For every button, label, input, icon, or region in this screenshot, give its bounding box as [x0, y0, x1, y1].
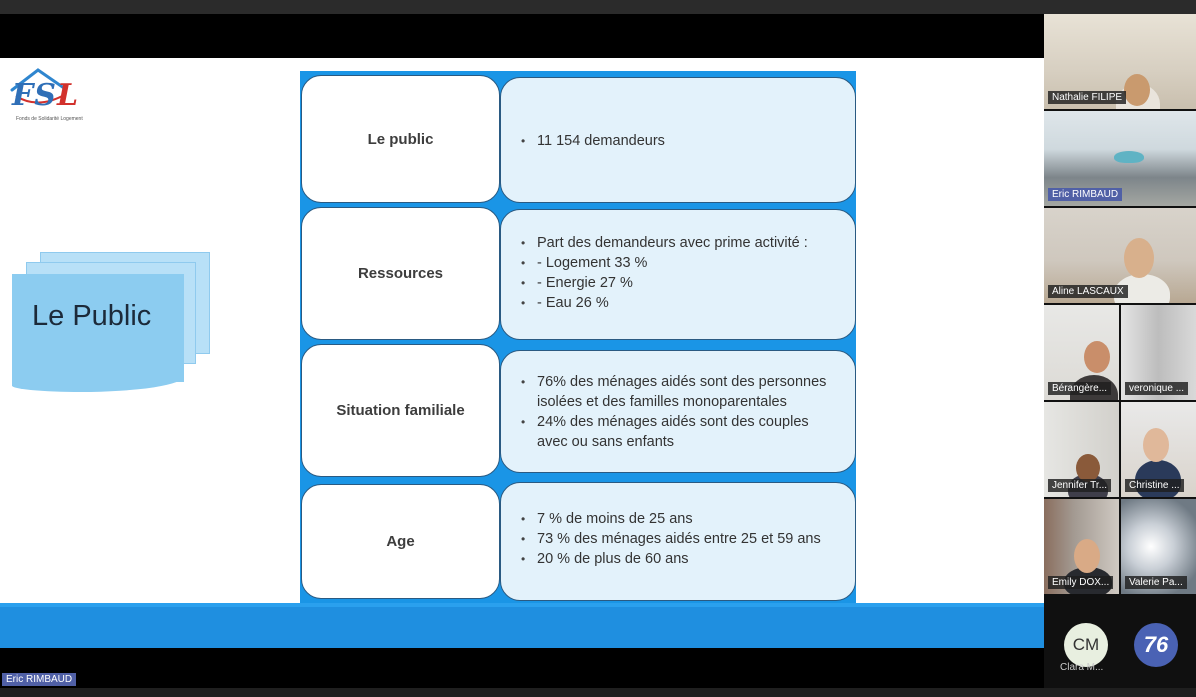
avatar-name: Clara M... — [1060, 662, 1104, 673]
participant-face — [1124, 74, 1150, 106]
participant-tile[interactable] — [1121, 499, 1196, 594]
participant-tile[interactable] — [1044, 14, 1196, 109]
participant-name: Emily DOX... — [1048, 576, 1113, 589]
presentation-slide — [0, 58, 1044, 648]
bullet-item: • 11 154 demandeurs — [521, 131, 835, 151]
info-table — [300, 71, 856, 603]
slide-footer-band — [0, 603, 1044, 648]
logo-text-accent: L — [56, 78, 80, 113]
participant-tile[interactable] — [1121, 402, 1196, 497]
bullet-item: • 20 % de plus de 60 ans — [521, 549, 835, 569]
shared-screen — [0, 14, 1044, 688]
participant-name: veronique ... — [1125, 382, 1188, 395]
participant-avatar[interactable]: CM — [1064, 623, 1108, 667]
fsl-logo — [6, 66, 83, 128]
bullet-item: • 7 % de moins de 25 ans — [521, 509, 835, 529]
row-content — [500, 209, 856, 340]
participant-face — [1074, 539, 1100, 573]
participant-video — [1114, 151, 1144, 163]
participant-name: Nathalie FILIPE — [1048, 91, 1126, 104]
participant-name: Eric RIMBAUD — [1048, 188, 1122, 201]
bullet-item: • - Energie 27 % — [521, 273, 835, 293]
participant-face — [1076, 454, 1100, 482]
participant-face — [1124, 238, 1154, 278]
row-label: Age — [301, 484, 500, 599]
participant-gallery — [1044, 14, 1196, 594]
bullet-item: • 76% des ménages aidés sont des personnes isolées et des familles monoparentales — [521, 372, 829, 412]
logo-tagline: Fonds de Solidarité Logement — [16, 116, 83, 122]
section-card — [10, 252, 215, 384]
presenter-name-label: Eric RIMBAUD — [2, 673, 76, 686]
row-content — [500, 350, 856, 473]
participant-tile[interactable] — [1044, 305, 1119, 400]
participant-face — [1084, 341, 1110, 373]
participant-name: Jennifer Tr... — [1048, 479, 1111, 492]
bullet-item: • - Eau 26 % — [521, 293, 835, 313]
row-label: Le public — [301, 75, 500, 203]
participant-tile[interactable] — [1044, 499, 1119, 594]
participant-tile[interactable] — [1044, 111, 1196, 206]
bullet-item: • 24% des ménages aidés sont des couples avec ou sans enfants — [521, 412, 829, 452]
participant-tile[interactable] — [1044, 402, 1119, 497]
section-title: Le Public — [32, 300, 152, 332]
participant-tile[interactable] — [1121, 305, 1196, 400]
row-content — [500, 482, 856, 601]
bullet-item: • 73 % des ménages aidés entre 25 et 59 ans — [521, 529, 835, 549]
row-label: Ressources — [301, 207, 500, 340]
participant-face — [1143, 428, 1169, 462]
participant-tile[interactable] — [1044, 208, 1196, 303]
participant-name: Bérangère... — [1048, 382, 1111, 395]
logo-text: FS — [12, 78, 57, 113]
row-label: Situation familiale — [301, 344, 500, 477]
bullet-item: • Part des demandeurs avec prime activité : — [521, 233, 835, 253]
participant-avatars — [1044, 594, 1196, 688]
more-participants-button[interactable]: 76 — [1134, 623, 1178, 667]
window-bottom-bar — [0, 688, 1196, 697]
bullet-item: • - Logement 33 % — [521, 253, 835, 273]
participant-name: Valerie Pa... — [1125, 576, 1187, 589]
participant-name: Aline LASCAUX — [1048, 285, 1128, 298]
participant-name: Christine ... — [1125, 479, 1184, 492]
window-top-bar — [0, 0, 1196, 14]
row-content — [500, 77, 856, 203]
